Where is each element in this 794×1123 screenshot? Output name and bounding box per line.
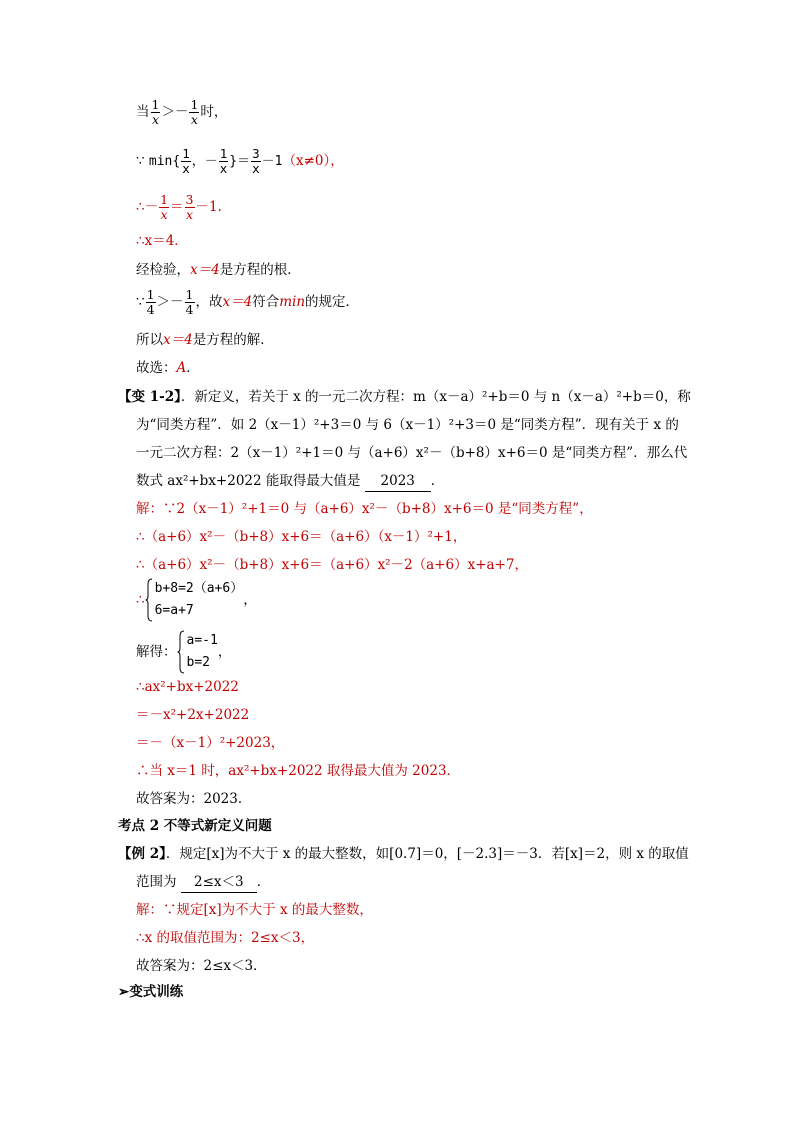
line-therefore-equation: ∴－ $\frac{1}{x}$ ＝ $\frac{3}{x}$ －1． <box>136 192 232 222</box>
example-2-solution-2: ∴x 的取值范围为：2≤x＜3， <box>136 930 315 946</box>
solution-step-6: ∴ax²+bx+2022 <box>136 679 239 695</box>
fraction: $\frac{1}{4}$ <box>185 287 194 317</box>
solution-answer: 故答案为：2023． <box>136 791 252 807</box>
fraction: $\frac{1}{x}$ <box>219 146 228 176</box>
equation-system-2: 解得： a=-1 b=2 ， <box>136 630 231 674</box>
solution-step-3: ∴（a+6）x²－（b+8）x+6＝（a+6）x²－2（a+6）x+a+7， <box>136 557 529 573</box>
line-when-condition: 当 $\frac{1}{x}$ ＞－ $\frac{1}{x}$ 时， <box>136 97 228 127</box>
system-brace: a=-1 b=2 <box>177 630 218 674</box>
line-solution-conclusion: 所以x＝4是方程的解． <box>136 332 274 348</box>
fraction: $\frac{1}{x}$ <box>160 192 169 222</box>
example-2-answer: 故答案为：2≤x＜3． <box>136 958 267 974</box>
line-x-equals-4: ∴x＝4． <box>136 233 188 249</box>
section-heading: 考点 2 不等式新定义问题 <box>118 818 272 834</box>
fraction: $\frac{1}{x}$ <box>190 97 199 127</box>
arrow-bullet-icon: ➢ <box>118 984 130 1000</box>
variant-label: 【变 1-2】 <box>118 389 181 405</box>
variant-1-2-line-2: 为“同类方程”．如 2（x－1）²+3＝0 与 6（x－1）²+3＝0 是“同类方程”．现有关于 x 的 <box>136 417 679 433</box>
line-choose-answer: 故选：A． <box>136 360 200 376</box>
line-min-equation: ∵ min{ $\frac{1}{x}$ ，－ $\frac{1}{x}$ }＝ $\frac{3}{x}$ －1（x≠0）， <box>136 146 344 176</box>
example-2-solution-1: 解：∵规定[x]为不大于 x 的最大整数， <box>136 902 373 918</box>
solution-step-1: 解：∵2（x－1）²+1＝0 与（a+6）x²－（b+8）x+6＝0 是“同类方程”， <box>136 501 593 517</box>
solution-step-8: ＝－（x－1）²+2023， <box>136 735 285 751</box>
example-2-line-2: 范围为 2≤x＜3 ． <box>136 872 270 893</box>
equation-system-1: ∴ b+8=2（a+6） 6=a+7 ， <box>136 578 257 622</box>
line-verification: 经检验，x＝4是方程的根． <box>136 262 301 278</box>
answer-blank: 2≤x＜3 <box>181 872 257 893</box>
fraction: $\frac{3}{x}$ <box>185 192 194 222</box>
fraction: $\frac{3}{x}$ <box>252 146 260 176</box>
variant-1-2-line-4: 数式 ax²+bx+2022 能取得最大值是 2023 ． <box>136 471 444 492</box>
left-brace-icon <box>145 578 153 622</box>
line-comparison: ∵ $\frac{1}{4}$ ＞－ $\frac{1}{4}$ ，故x＝4符合min的规定． <box>136 287 360 317</box>
left-brace-icon <box>177 630 185 674</box>
variant-1-2-line-3: 一元二次方程：2（x－1）²+1＝0 与（a+6）x²－（b+8）x+6＝0 是“同类方程”．那么代 <box>136 445 688 461</box>
fraction: $\frac{1}{x}$ <box>182 146 190 176</box>
solution-step-9: ∴当 x＝1 时，ax²+bx+2022 取得最大值为 2023． <box>136 763 461 779</box>
system-brace: b+8=2（a+6） 6=a+7 <box>145 578 244 622</box>
answer-blank: 2023 <box>365 471 431 492</box>
variant-1-2-line-1: 【变 1-2】．新定义，若关于 x 的一元二次方程：m（x－a）²+b＝0 与 n（x－a）²+b＝0，称 <box>118 389 691 405</box>
variant-training-heading: ➢变式训练 <box>118 984 184 1000</box>
fraction: $\frac{1}{4}$ <box>146 287 155 317</box>
example-label: 【例 2】 <box>118 846 166 862</box>
fraction: $\frac{1}{x}$ <box>151 97 160 127</box>
example-2-line-1: 【例 2】．规定[x]为不大于 x 的最大整数，如[0.7]＝0，[－2.3]＝－3．若[x]＝2，则 x 的取值 <box>118 846 689 862</box>
solution-step-7: ＝－x²+2x+2022 <box>136 707 250 723</box>
solution-step-2: ∴（a+6）x²－（b+8）x+6＝（a+6）（x－1）²+1， <box>136 529 467 545</box>
